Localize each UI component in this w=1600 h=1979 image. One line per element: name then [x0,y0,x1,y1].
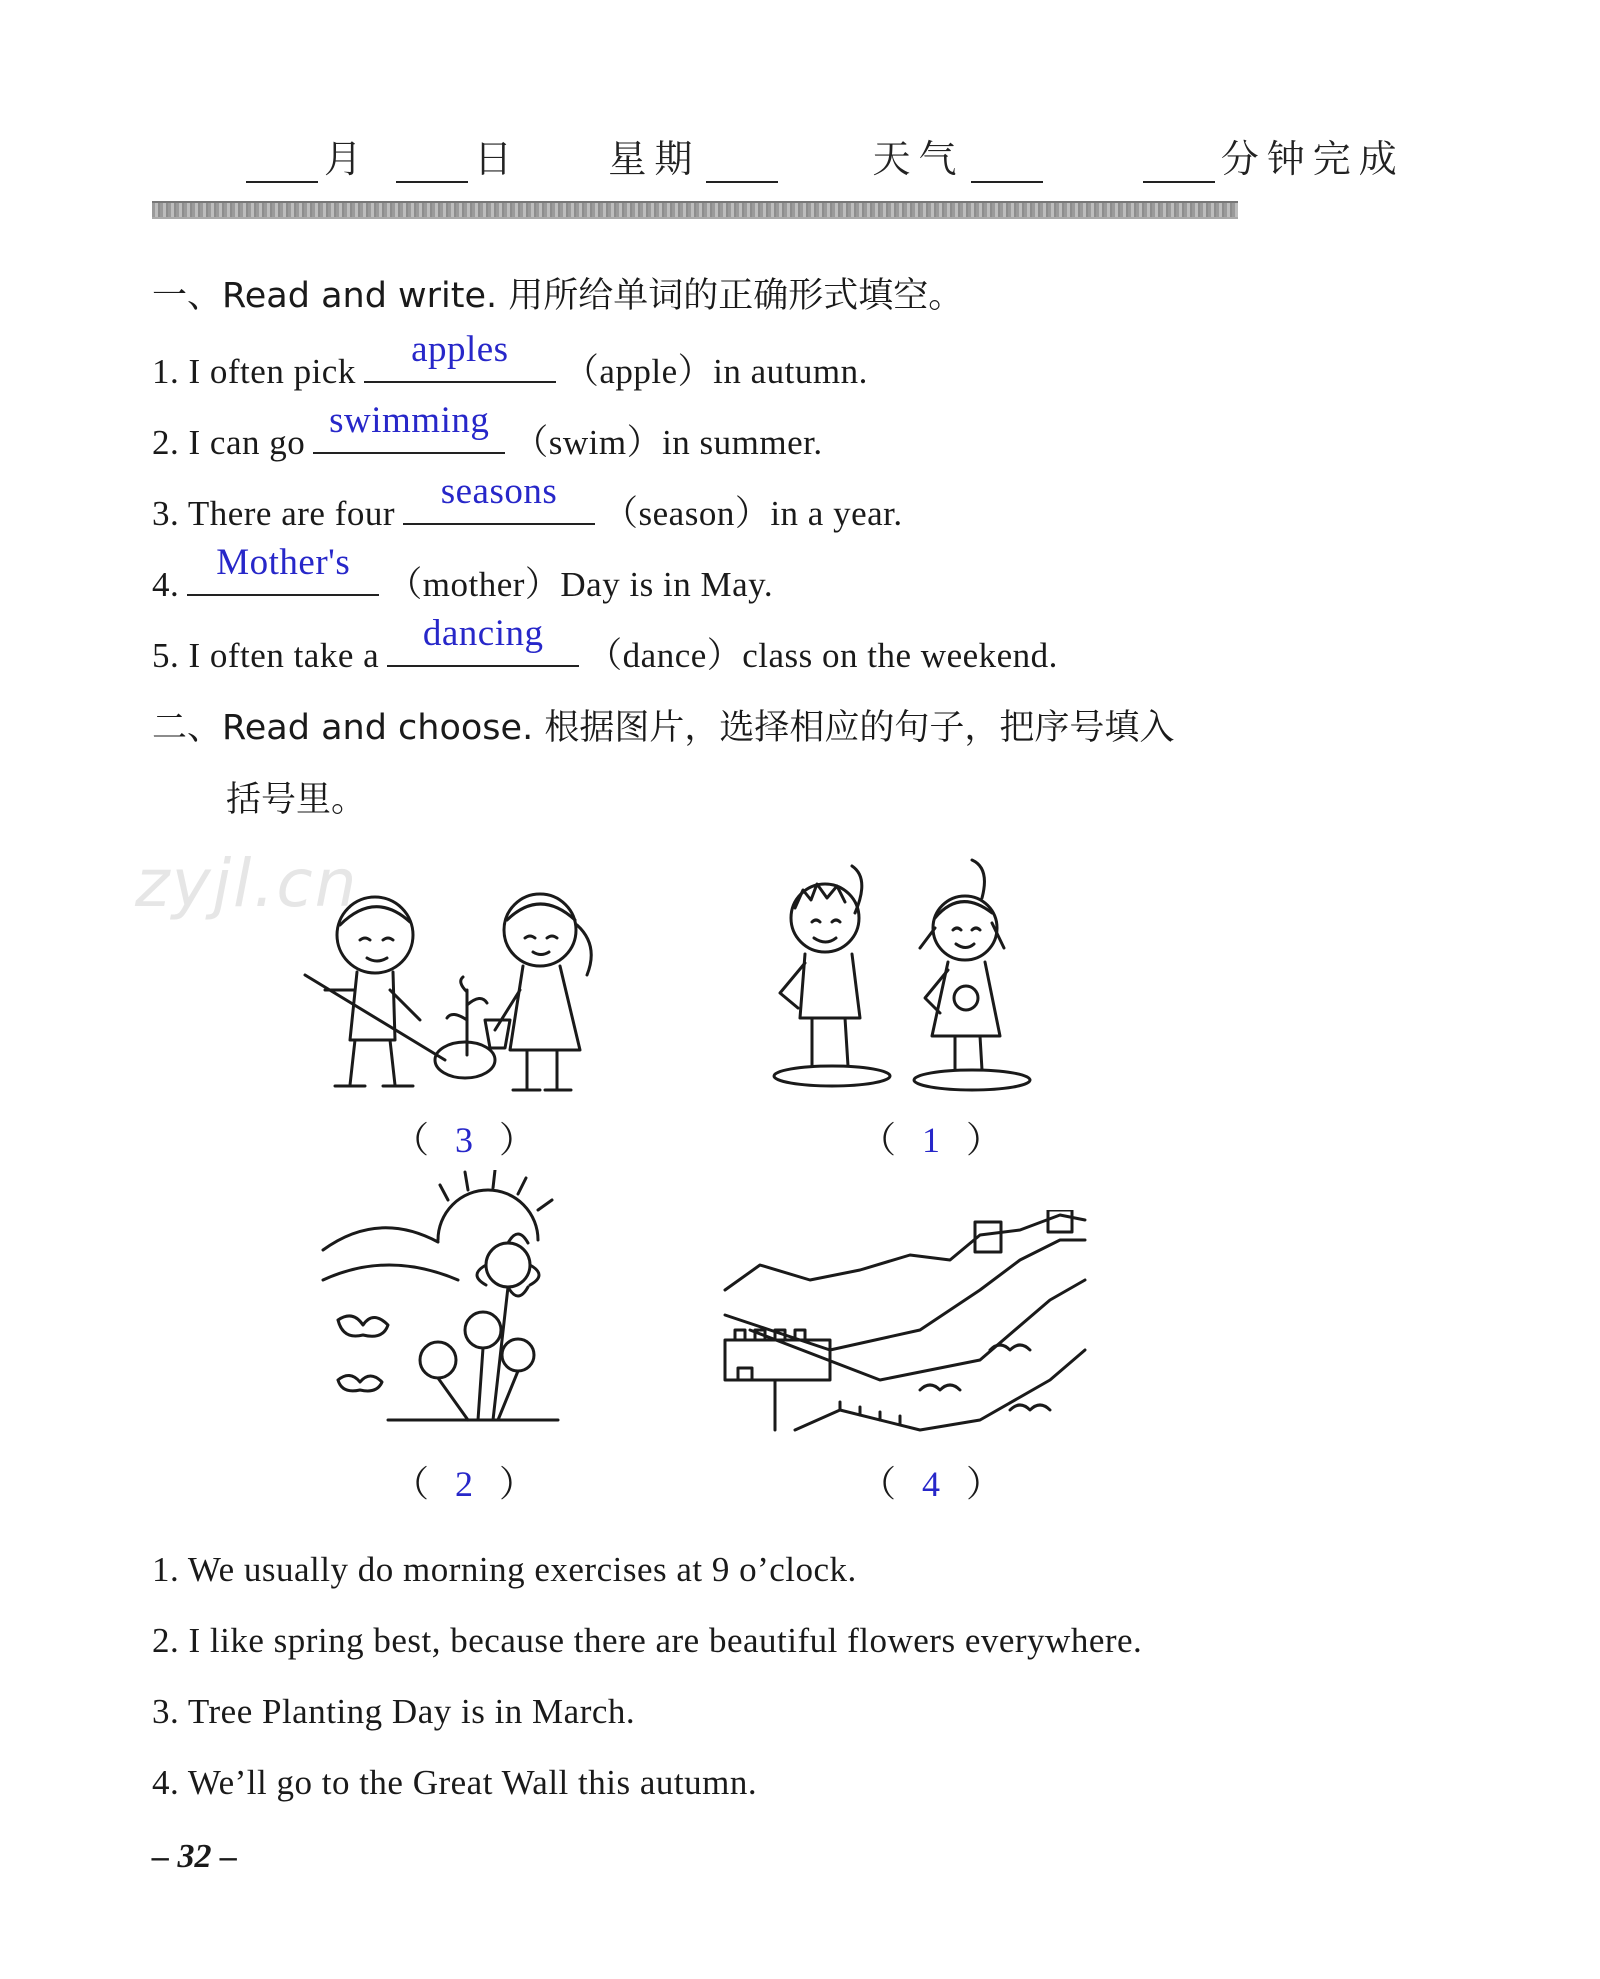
item-suffix: （dance）class on the weekend. [587,636,1058,675]
answer-blank[interactable] [364,329,556,383]
picture-answer-2: 1 [922,1120,941,1160]
spring-flowers-icon [318,1170,568,1440]
section2-title-line1: 二、Read and choose. 根据图片，选择相应的句子，把序号填入 [152,708,1175,748]
section1-title: 一、Read and write. 用所给单词的正确形式填空。 [152,276,964,316]
exercise1-item-1 [152,329,868,394]
item-prefix: 1. I often pick [152,352,356,391]
weekday-label: 星期 [608,137,701,181]
answer-text: seasons [440,471,558,512]
exercise1-item-5 [152,613,1058,678]
item-prefix: 2. I can go [152,423,306,462]
answer-paren-1[interactable]: （ 3 ） [393,1120,536,1160]
item-prefix: 3. There are four [152,494,396,533]
item-suffix: （season）in a year. [603,494,903,533]
picture-answer-4: 4 [922,1464,941,1504]
exercise1-item-4 [152,542,774,607]
item-prefix: 5. I often take a [152,636,380,675]
page-number: – 32 – [152,1838,237,1875]
exercise1-item-2 [152,400,823,465]
answer-blank[interactable] [313,400,505,454]
great-wall-icon [720,1210,1090,1440]
answer-paren-3[interactable]: （ 2 ） [393,1464,536,1504]
day-label: 日 [474,137,521,181]
tree-planting-icon [295,880,615,1100]
exercise1-item-3 [152,471,903,536]
section2-title-line2: 括号里。 [226,780,367,820]
answer-text: apples [411,329,509,370]
answer-blank[interactable] [187,542,379,596]
picture-answer-3: 2 [455,1464,474,1504]
weather-blank[interactable] [971,147,1043,183]
answer-text: swimming [329,400,490,441]
item-suffix: （swim）in summer. [513,423,823,462]
month-label: 月 [324,137,371,181]
sentence-4: 4. We’ll go to the Great Wall this autumn. [152,1763,758,1802]
header-divider [152,201,1238,219]
minutes-label: 分钟完成 [1220,137,1405,181]
weather-label: 天气 [872,137,965,181]
sentence-3: 3. Tree Planting Day is in March. [152,1692,636,1731]
picture-answer-1: 3 [455,1120,474,1160]
month-blank[interactable] [246,147,318,183]
answer-paren-4[interactable]: （ 4 ） [860,1464,1003,1504]
sentence-2: 2. I like spring best, because there are beautiful flowers everywhere. [152,1621,1143,1660]
watermark-text: zyjl.cn [135,845,359,922]
item-suffix: （apple）in autumn. [563,352,868,391]
day-blank[interactable] [396,147,468,183]
answer-text: dancing [422,613,544,654]
morning-exercise-icon [760,858,1060,1098]
answer-text: Mother's [216,542,351,583]
answer-blank[interactable] [403,471,595,525]
date-header [240,128,1405,183]
answer-paren-2[interactable]: （ 1 ） [860,1120,1003,1160]
minutes-blank[interactable] [1143,147,1215,183]
answer-blank[interactable] [387,613,579,667]
item-prefix: 4. [152,565,180,604]
weekday-blank[interactable] [706,147,778,183]
item-suffix: （mother）Day is in May. [387,565,774,604]
sentence-1: 1. We usually do morning exercises at 9 o’clock. [152,1550,857,1589]
